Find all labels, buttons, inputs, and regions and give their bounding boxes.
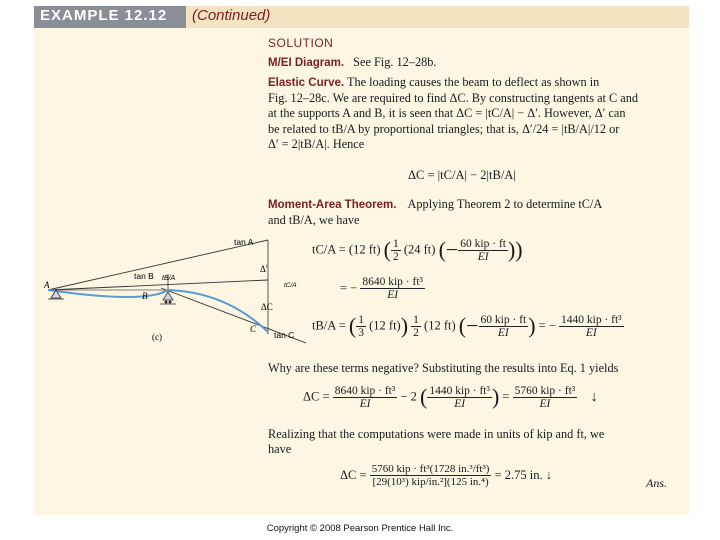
label-a: A — [44, 280, 50, 290]
label-tan-a: tan A — [234, 237, 254, 247]
tangent-b-line — [48, 280, 268, 290]
eq-tca-result — [340, 276, 425, 301]
mei-line — [268, 55, 437, 70]
eq-tca: tC/A = (12 ft) ( $\frac{1}{2}$ (24 ft) (− $\frac{\text{60 kip · ft}}{EI}$ )) — [312, 237, 523, 263]
mei-head: M/EI Diagram. — [268, 57, 345, 69]
label-tca: tC/A — [284, 282, 297, 289]
moment-paragraph — [268, 197, 680, 228]
eq-substitute: ΔC = $\frac{\text{8640 kip · ft³}}{EI}$ − 2 ( $\frac{\text{1440 kip · ft³}}{EI}$ ) = $\frac{\text{5760 kip · ft³}}{EI}$ ↓ — [303, 384, 598, 410]
label-delta-c: ΔC — [261, 302, 273, 312]
copyright-notice: Copyright © 2008 Pearson Prentice Hall Inc. — [266, 523, 454, 534]
example-title: EXAMPLE 12.12 — [40, 7, 168, 24]
label-c: C — [250, 324, 257, 334]
realize-paragraph — [268, 427, 680, 457]
solution-heading: SOLUTION — [268, 36, 334, 50]
eq1-frac: $\frac{\text{60 kip · ft}}{EI}$ — [460, 237, 506, 263]
label-figure-c: (c) — [152, 332, 162, 342]
continued-label: (Continued) — [192, 7, 271, 24]
why-line: Why are these terms negative? Substituting the results into Eq. 1 yields — [268, 361, 619, 375]
label-tan-b: tan B — [134, 271, 154, 281]
eq1-lhs: tC/A = (12 ft) — [312, 242, 381, 257]
elastic-curve — [48, 290, 268, 332]
tangent-a-line — [48, 240, 268, 290]
eq1-half: $\frac{1}{2}$ — [392, 237, 399, 263]
realize-line-1: Realizing that the computations were made in units of kip and ft, we — [268, 427, 605, 441]
eq2-lhs: = − — [340, 281, 358, 295]
moment-head: Moment-Area Theorem. — [268, 199, 397, 211]
label-dprime: Δ′ — [260, 264, 268, 274]
answer-label: Ans. — [646, 476, 667, 490]
elastic-line-4: be related to tB/A by proportional triangles; that is, Δ′/24 = |tB/A|/12 or — [268, 121, 620, 136]
eq-delta-c: ΔC = |tC/A| − 2|tB/A| — [408, 168, 516, 182]
eq-final: ΔC = $\frac{\text{5760 kip · ft³(1728 in.³/ft³)}}{\text{[29(10³) kip/in.²](125 in.⁴)}}$ = 2.75 in. ↓ — [340, 463, 552, 488]
label-tan-c: tan C — [274, 330, 295, 340]
elastic-line-1: The loading causes the beam to deflect as shown in — [346, 75, 600, 89]
elastic-head: Elastic Curve. — [268, 77, 345, 89]
moment-line-2: and tB/A, we have — [268, 213, 360, 228]
eq1-mid: (24 ft) — [403, 242, 436, 257]
eq-tba: tB/A = ( $\frac{1}{3}$ (12 ft)) $\frac{1}{2}$ (12 ft) (− $\frac{\text{60 kip · ft}}{EI}$ ) = − $\frac{\text{1440 kip · ft³}}{EI}$ — [312, 313, 622, 339]
eq3-result: $\frac{\text{1440 kip · ft³}}{EI}$ — [561, 313, 622, 339]
elastic-line-2: Fig. 12–28c. We are required to find ΔC. By constructing tangents at C and — [268, 91, 639, 106]
realize-line-2: have — [268, 442, 292, 457]
eq2-frac: $\frac{\text{8640 kip · ft³}}{EI}$ — [362, 276, 423, 301]
moment-line-1: Applying Theorem 2 to determine tC/A — [407, 197, 603, 211]
label-b: B — [142, 291, 148, 301]
elastic-line-5: Δ′ = 2|tB/A|. Hence — [268, 136, 365, 151]
eq3-lhs: tB/A = — [312, 318, 346, 333]
mei-text: See Fig. 12–28b. — [353, 55, 437, 69]
deflection-figure — [36, 232, 306, 350]
elastic-line-3: at the supports A and B, it is seen that ΔC = |tC/A| − Δ′. However, Δ′ can — [268, 106, 626, 121]
support-b — [163, 292, 173, 300]
label-tba: tB/A — [162, 275, 176, 282]
elastic-paragraph — [268, 75, 680, 152]
